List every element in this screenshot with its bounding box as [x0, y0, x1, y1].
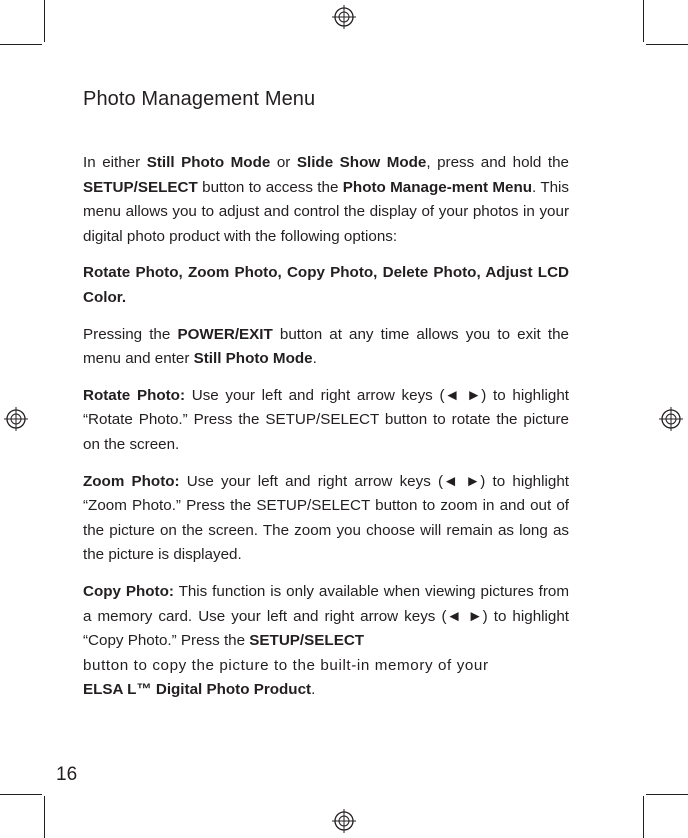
- page-title: Photo Management Menu: [83, 88, 316, 110]
- arrow-keys-icon: (◄ ►): [438, 472, 486, 490]
- registration-mark-icon: [4, 407, 28, 431]
- options-list: Rotate Photo, Zoom Photo, Copy Photo, Delete Photo, Adjust LCD Color.: [83, 264, 569, 306]
- copy-photo-label: Copy Photo:: [83, 582, 174, 600]
- crop-mark: [643, 796, 644, 838]
- body-text: [83, 151, 569, 715]
- crop-mark: [0, 794, 42, 795]
- crop-mark: [44, 0, 45, 42]
- intro-paragraph: In either Still Photo Mode or Slide Show Mode, press and hold the SETUP/SELECT button to access the Photo Manage-ment Menu. This menu allows you to adjust and control the display of your photos in your digital photo product with the following options:: [83, 154, 570, 245]
- mode-name: Still Photo Mode: [193, 350, 313, 368]
- button-name: SETUP/SELECT: [249, 632, 365, 650]
- crop-mark: [646, 794, 688, 795]
- power-paragraph: Pressing the POWER/EXIT button at any time allows you to exit the menu and enter Still Photo Mode.: [83, 325, 569, 368]
- crop-mark: [646, 44, 688, 45]
- rotate-photo-paragraph: Rotate Photo: Use your left and right arrow keys (◄ ►) to highlight “Rotate Photo.” Press the SETUP/SELECT button to rotate the picture on the screen.: [83, 386, 569, 453]
- page-number: 16: [56, 764, 78, 785]
- button-name: POWER/EXIT: [177, 325, 273, 343]
- crop-mark: [44, 796, 45, 838]
- rotate-photo-label: Rotate Photo:: [83, 386, 186, 404]
- mode-name: Slide Show Mode: [296, 154, 427, 171]
- registration-mark-icon: [659, 407, 683, 431]
- copy-photo-paragraph: Copy Photo: This function is only available when viewing pictures from a memory card. Use your left and right arrow keys (◄ ►) to highlight “Copy Photo.” Press the SETUP/SELECT button to copy the picture to the built-in memory of your ELSA L™ Digital Photo Product.: [83, 582, 570, 699]
- product-name: ELSA L™ Digital Photo Product: [83, 681, 312, 699]
- arrow-keys-icon: (◄ ►): [439, 386, 487, 404]
- arrow-keys-icon: (◄ ►): [441, 607, 488, 625]
- mode-name: Still Photo Mode: [146, 154, 271, 171]
- registration-mark-icon: [332, 5, 356, 29]
- zoom-photo-label: Zoom Photo:: [83, 472, 180, 490]
- crop-mark: [0, 44, 42, 45]
- crop-mark: [643, 0, 644, 42]
- button-name: SETUP/SELECT: [83, 178, 198, 196]
- zoom-photo-paragraph: Zoom Photo: Use your left and right arrow keys (◄ ►) to highlight “Zoom Photo.” Press the SETUP/SELECT button to zoom in and out of the picture on the screen. The zoom you choose will remain as long as the picture is displayed.: [83, 472, 569, 564]
- registration-mark-icon: [332, 809, 356, 833]
- menu-name: Photo Manage-ment Menu: [342, 178, 533, 196]
